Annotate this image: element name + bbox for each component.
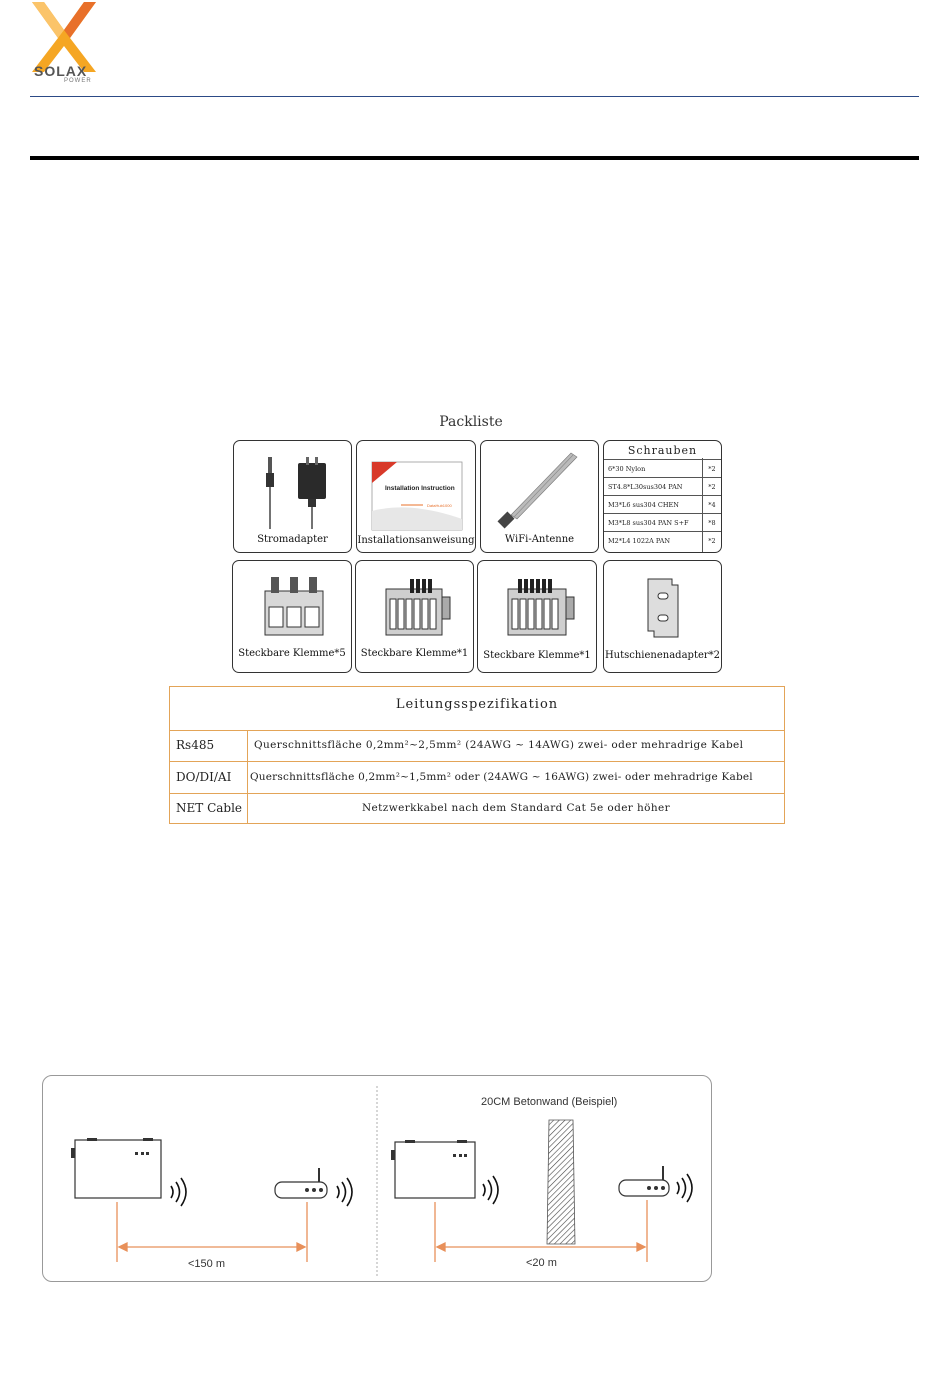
section-rule [30,156,919,160]
concrete-wall [547,1120,575,1244]
cable-type: NET Cable [176,801,243,815]
distance-arrow-left [117,1202,307,1262]
card-din-rail-adapter [603,560,722,673]
wifi-icon [337,1178,352,1206]
screw-row: M3*L6 sus304 CHEN *4 [604,495,721,514]
router-left [275,1168,327,1198]
card-screws [603,440,722,553]
brand-sub: POWER [64,78,92,84]
distance-arrow-right [435,1200,647,1262]
screw-row: M2*L4 1022A PAN *2 [604,531,721,550]
screw-row: ST4.8*L30sus304 PAN *2 [604,477,721,496]
cable-spec: Querschnittsfläche 0,2mm²~1,5mm² oder (24AWG ~ 16AWG) zwei- oder mehradrige Kabel [250,771,753,783]
cable-spec: Querschnittsfläche 0,2mm²~2,5mm² (24AWG ~ 14AWG) zwei- oder mehradrige Kabel [254,739,744,751]
table-row [170,793,784,824]
card-power-adapter [233,440,352,553]
power-adapter-icon [254,453,334,533]
terminal-block-icon [259,573,329,641]
card-label: Steckbare Klemme*1 [483,650,591,661]
screw-row: M3*L8 sus304 PAN S+F *8 [604,513,721,532]
card-label: WiFi-Antenne [504,534,575,545]
manual-icon [371,461,463,531]
card-terminal-1b [477,560,597,673]
wifi-icon [171,1178,186,1206]
wifi-icon [677,1174,692,1202]
datahub-device-right [391,1140,475,1198]
pack-list-title: Packliste [439,414,503,430]
cable-type: DO/DI/AI [176,770,232,784]
cable-type: Rs485 [176,738,215,752]
wall-label: 20CM Betonwand (Beispiel) [481,1096,618,1108]
brand-name: SOLAX [34,63,88,79]
distance-label-left: <150 m [188,1258,225,1270]
cable-spec: Netzwerkkabel nach dem Standard Cat 5e oder höher [361,802,671,814]
manual-title: Installation Instruction [385,485,455,492]
router-right [619,1166,669,1196]
datahub-device-left [71,1138,161,1198]
card-wifi-antenna [480,440,599,553]
terminal-block-icon [382,575,452,641]
manual-subtitle: DataHub1000 [427,503,452,508]
table-row [170,730,784,762]
card-terminal-5 [232,560,352,673]
card-terminal-1a [355,560,474,673]
screws-title: Schrauben [627,444,698,457]
cable-spec-title: Leitungsspezifikation [170,687,784,731]
distance-label-right: <20 m [526,1257,557,1269]
terminal-block-icon [504,575,576,641]
antenna-icon [493,449,589,533]
cable-spec-table [169,686,785,824]
din-rail-adapter-icon [642,575,686,641]
screw-row: 6*30 Nylon *2 [604,459,721,478]
table-row [170,762,784,794]
wifi-icon [483,1176,498,1204]
wifi-distance-diagram [42,1075,712,1282]
header-rule [30,96,919,97]
card-label: Installationsanweisung [357,535,475,546]
card-label: Hutschienenadapter*2 [604,650,721,661]
card-label: Steckbare Klemme*5 [238,648,346,659]
card-label: Steckbare Klemme*1 [360,648,469,659]
card-installation-guide [356,440,476,553]
card-label: Stromadapter [257,534,328,545]
